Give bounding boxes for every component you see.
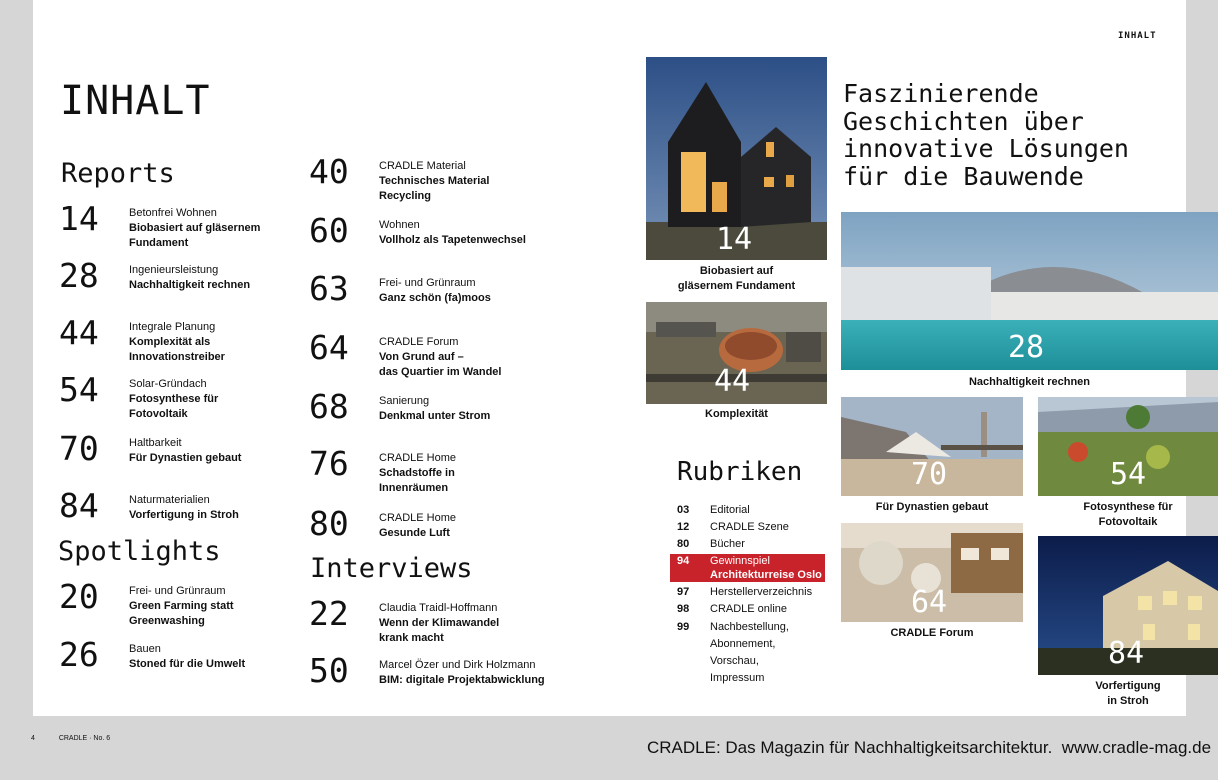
rubrik-label: Editorial xyxy=(710,504,750,516)
rubrik-item[interactable] xyxy=(677,502,824,519)
rubrik-label: Herstellerverzeichnis xyxy=(710,586,813,598)
photo-architecture-model[interactable] xyxy=(841,523,1023,622)
rubrik-item[interactable] xyxy=(677,536,824,553)
entry-headline: Ganz schön (fa)moos xyxy=(379,292,491,304)
entry-page-number: 22 xyxy=(309,594,349,633)
photo-dynasty-building[interactable] xyxy=(841,397,1023,496)
photo-page-number: 54 xyxy=(1110,457,1147,492)
caption-line: Vorfertigung xyxy=(1095,680,1161,692)
photo-green-roof[interactable] xyxy=(1038,397,1218,496)
entry-headline: Denkmal unter Strom xyxy=(379,410,491,422)
rubrik-page-number: 94 xyxy=(677,555,690,567)
rubrik-label: Bücher xyxy=(710,538,745,550)
entry-headline: Fotovoltaik xyxy=(129,408,188,420)
photo-caption xyxy=(1038,500,1218,530)
entry-headline: Recycling xyxy=(379,190,431,202)
rubrik-item[interactable] xyxy=(677,519,824,536)
rubrik-label-line: Impressum xyxy=(710,672,765,684)
entry-category: CRADLE Home xyxy=(379,452,457,464)
headline-line: Geschichten über xyxy=(843,106,1084,136)
footer-issue xyxy=(31,735,110,742)
photo-page-number: 28 xyxy=(1008,330,1045,365)
feature-headline xyxy=(843,80,1129,190)
entry-page-number: 26 xyxy=(59,635,99,674)
caption-line: Nachhaltigkeit rechnen xyxy=(968,376,1091,388)
entry-headline: Für Dynastien gebaut xyxy=(129,452,242,464)
rubrik-label xyxy=(710,554,825,582)
footer-page-number: 4 xyxy=(31,735,35,742)
rubrik-label-line: Abonnement, xyxy=(710,638,776,650)
rubrik-label-line: Architekturreise Oslo xyxy=(710,569,822,581)
entry-category: Bauen xyxy=(129,643,161,655)
entry-page-number: 20 xyxy=(59,577,99,616)
rubrik-item[interactable] xyxy=(677,619,824,689)
entry-headline: Fotosynthese für xyxy=(129,393,219,405)
entry-category: CRADLE Home xyxy=(379,512,457,524)
rubrik-label: CRADLE Szene xyxy=(710,521,789,533)
section-interviews: Interviews xyxy=(310,553,473,584)
photo-page-number: 44 xyxy=(714,364,751,399)
photo-wooden-house[interactable] xyxy=(646,57,827,260)
entry-category: Frei- und Grünraum xyxy=(129,585,226,597)
entry-page-number: 28 xyxy=(59,256,99,295)
rubrik-page-number: 97 xyxy=(677,586,690,598)
magazine-page xyxy=(33,0,1186,716)
entry-headline: Stoned für die Umwelt xyxy=(129,658,246,670)
entry-headline: Vorfertigung in Stroh xyxy=(129,509,239,521)
photo-aerial-building[interactable] xyxy=(646,302,827,404)
entry-page-number: 60 xyxy=(309,211,349,250)
section-spotlights: Spotlights xyxy=(58,536,221,567)
entry-category: Naturmaterialien xyxy=(129,494,210,506)
caption-line: in Stroh xyxy=(1107,695,1149,707)
rubrik-label: CRADLE online xyxy=(710,603,788,615)
entry-headline: Komplexität als xyxy=(129,336,211,348)
photo-caption xyxy=(1038,679,1218,709)
footer-tagline: CRADLE: Das Magazin für Nachhaltigkeitsarchitektur. www.cradle-mag.de xyxy=(647,738,1212,757)
rubrik-page-number: 03 xyxy=(677,504,690,516)
photo-straw-house[interactable] xyxy=(1038,536,1218,675)
rubrik-page-number: 99 xyxy=(677,621,690,633)
entry-page-number: 68 xyxy=(309,387,349,426)
entry-category: Ingenieursleistung xyxy=(129,264,219,276)
rubrik-label-line: Gewinnspiel xyxy=(710,555,770,567)
headline-line: Faszinierende xyxy=(843,79,1039,108)
photo-page-number: 70 xyxy=(911,457,948,492)
entry-headline: Wenn der Klimawandel xyxy=(379,617,500,629)
entry-category: Betonfrei Wohnen xyxy=(129,207,217,219)
caption-line: CRADLE Forum xyxy=(890,627,974,639)
rubrik-page-number: 80 xyxy=(677,538,690,550)
rubrik-label xyxy=(710,619,825,687)
running-head: INHALT xyxy=(1118,31,1157,41)
entry-headline: Fundament xyxy=(129,237,189,249)
caption-line: gläsernem Fundament xyxy=(677,280,796,292)
footer-issue-label: CRADLE · No. 6 xyxy=(58,735,111,742)
photo-page-number: 14 xyxy=(716,222,753,257)
entry-page-number: 63 xyxy=(309,269,349,308)
entry-category: Marcel Özer und Dirk Holzmann xyxy=(379,659,536,671)
entry-page-number: 54 xyxy=(59,370,99,409)
caption-line: Fotovoltaik xyxy=(1098,516,1158,528)
photo-page-number: 84 xyxy=(1108,636,1145,671)
photo-caption xyxy=(841,500,1023,515)
entry-headline: Innovationstreiber xyxy=(129,351,225,363)
entry-category: Claudia Traidl-Hoffmann xyxy=(379,602,498,614)
entry-headline: Innenräumen xyxy=(379,482,449,494)
photo-dome-museum[interactable] xyxy=(841,212,1218,370)
photo-caption xyxy=(841,626,1023,641)
entry-headline: Green Farming statt xyxy=(129,600,234,612)
caption-line: Biobasiert auf xyxy=(699,265,774,277)
entry-category: CRADLE Forum xyxy=(379,336,459,348)
entry-page-number: 14 xyxy=(59,199,99,238)
entry-headline: Biobasiert auf gläsernem xyxy=(129,222,261,234)
entry-headline: krank macht xyxy=(379,632,444,644)
entry-page-number: 70 xyxy=(59,429,99,468)
entry-headline: das Quartier im Wandel xyxy=(379,366,502,378)
photo-caption xyxy=(646,264,827,294)
entry-headline: Greenwashing xyxy=(129,615,205,627)
entry-page-number: 40 xyxy=(309,152,349,191)
photo-page-number: 64 xyxy=(911,585,948,620)
entry-headline: Vollholz als Tapetenwechsel xyxy=(379,234,526,246)
entry-page-number: 64 xyxy=(309,328,349,367)
rubrik-page-number: 12 xyxy=(677,521,690,533)
headline-line: innovative Lösungen xyxy=(843,134,1129,163)
rubrik-item[interactable] xyxy=(677,601,824,618)
photo-caption xyxy=(841,375,1218,390)
caption-line: Fotosynthese für xyxy=(1083,501,1173,513)
caption-line: Komplexität xyxy=(705,408,768,420)
entry-category: Solar-Gründach xyxy=(129,378,207,390)
rubrik-label-line: Vorschau, xyxy=(710,655,759,667)
entry-page-number: 50 xyxy=(309,651,349,690)
rubrik-item-highlighted[interactable] xyxy=(670,554,825,582)
section-rubriken: Rubriken xyxy=(677,457,803,487)
entry-headline: BIM: digitale Projektabwicklung xyxy=(379,674,545,686)
entry-category: Sanierung xyxy=(379,395,430,407)
entry-category: Integrale Planung xyxy=(129,321,216,333)
entry-page-number: 84 xyxy=(59,486,99,525)
entry-headline: Nachhaltigkeit rechnen xyxy=(129,279,251,291)
section-reports: Reports xyxy=(61,158,175,189)
rubrik-page-number: 98 xyxy=(677,603,690,615)
entry-page-number: 44 xyxy=(59,313,99,352)
entry-page-number: 76 xyxy=(309,444,349,483)
entry-headline: Von Grund auf – xyxy=(379,351,464,363)
entry-category: Haltbarkeit xyxy=(129,437,182,449)
caption-line: Für Dynastien gebaut xyxy=(875,501,989,513)
page-title: INHALT xyxy=(60,78,211,124)
entry-headline: Gesunde Luft xyxy=(379,527,450,539)
photo-caption xyxy=(646,407,827,422)
headline-line: für die Bauwende xyxy=(843,161,1084,191)
rubrik-item[interactable] xyxy=(677,584,824,601)
rubrik-label-line: Nachbestellung, xyxy=(710,621,789,633)
entry-category: Frei- und Grünraum xyxy=(379,277,476,289)
entry-headline: Schadstoffe in xyxy=(379,467,455,479)
entry-headline: Technisches Material xyxy=(379,175,490,187)
entry-category: Wohnen xyxy=(379,219,420,231)
entry-category: CRADLE Material xyxy=(379,160,466,172)
entry-page-number: 80 xyxy=(309,504,349,543)
